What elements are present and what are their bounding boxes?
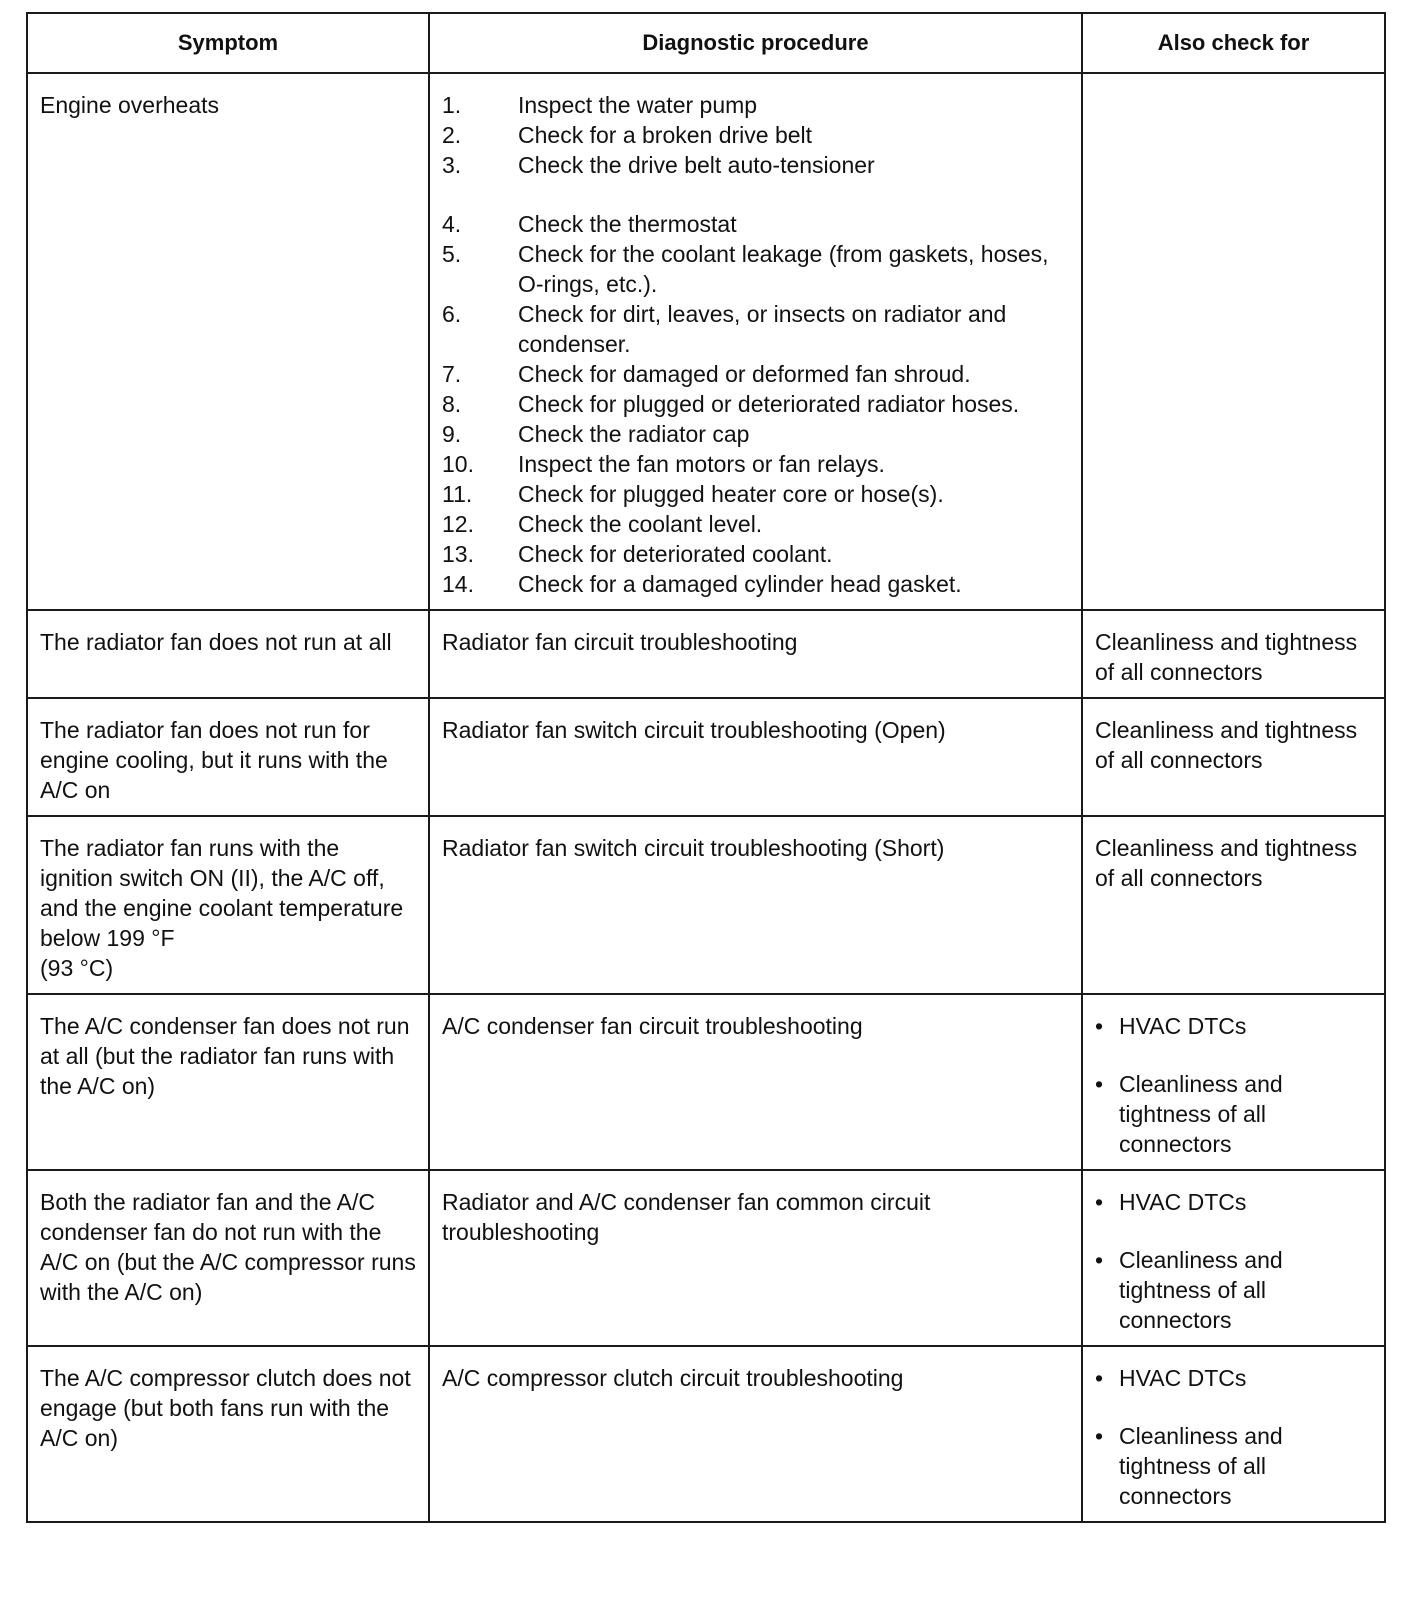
also-check-cell: Cleanliness and tightness of all connectors	[1082, 610, 1385, 698]
also-check-cell	[1082, 994, 1385, 1170]
list-item: 10. Inspect the fan motors or fan relays.	[442, 451, 885, 477]
table-header-row	[27, 13, 1385, 73]
list-item: 3. Check the drive belt auto-tensioner	[442, 152, 875, 178]
also-check-list	[1095, 1363, 1374, 1511]
table-row	[27, 994, 1385, 1170]
procedure-cell: A/C compressor clutch circuit troubleshooting	[429, 1346, 1082, 1522]
symptom-cell: The radiator fan does not run for engine cooling, but it runs with the A/C on	[27, 698, 429, 816]
header-diagnostic-procedure: Diagnostic procedure	[429, 13, 1082, 73]
also-check-cell: Cleanliness and tightness of all connectors	[1082, 816, 1385, 994]
bullet-icon: •	[1095, 1013, 1104, 1039]
table-row	[27, 1170, 1385, 1346]
list-item: • Cleanliness and tightness of all connectors	[1095, 1071, 1283, 1157]
header-symptom: Symptom	[27, 13, 429, 73]
list-item: 7. Check for damaged or deformed fan shroud.	[442, 361, 971, 387]
procedure-cell: Radiator and A/C condenser fan common circuit troubleshooting	[429, 1170, 1082, 1346]
also-check-list	[1095, 1187, 1374, 1335]
list-item: 5. Check for the coolant leakage (from gaskets, hoses, O-rings, etc.).	[442, 241, 1049, 297]
list-item: 4. Check the thermostat	[442, 211, 737, 237]
list-item: 12. Check the coolant level.	[442, 511, 763, 537]
also-check-list	[1095, 1011, 1374, 1159]
also-check-cell	[1082, 1170, 1385, 1346]
symptom-cell: The A/C compressor clutch does not engage (but both fans run with the A/C on)	[27, 1346, 429, 1522]
list-item: 9. Check the radiator cap	[442, 421, 750, 447]
also-check-cell	[1082, 73, 1385, 610]
table-row	[27, 1346, 1385, 1522]
also-check-cell: Cleanliness and tightness of all connectors	[1082, 698, 1385, 816]
bullet-icon: •	[1095, 1189, 1104, 1215]
list-item: • Cleanliness and tightness of all connectors	[1095, 1423, 1283, 1509]
procedure-steps-list	[442, 90, 1069, 599]
symptom-cell: Both the radiator fan and the A/C condenser fan do not run with the A/C on (but the A/C compressor runs with the A/C on)	[27, 1170, 429, 1346]
bullet-icon: •	[1095, 1423, 1104, 1449]
symptom-cell: Engine overheats	[27, 73, 429, 610]
symptom-cell: The radiator fan runs with the ignition switch ON (II), the A/C off, and the engine coolant temperature below 199 °F (93 °C)	[27, 816, 429, 994]
list-item: 14. Check for a damaged cylinder head gasket.	[442, 571, 962, 597]
list-item: 8. Check for plugged or deteriorated radiator hoses.	[442, 391, 1020, 417]
header-also-check-for: Also check for	[1082, 13, 1385, 73]
bullet-icon: •	[1095, 1365, 1104, 1391]
also-check-cell	[1082, 1346, 1385, 1522]
list-item: • HVAC DTCs	[1095, 1013, 1247, 1039]
symptom-cell: The A/C condenser fan does not run at all (but the radiator fan runs with the A/C on)	[27, 994, 429, 1170]
table-row	[27, 73, 1385, 610]
table-row	[27, 816, 1385, 994]
table-row	[27, 610, 1385, 698]
symptom-cell: The radiator fan does not run at all	[27, 610, 429, 698]
procedure-cell: A/C condenser fan circuit troubleshooting	[429, 994, 1082, 1170]
bullet-icon: •	[1095, 1247, 1104, 1273]
list-item: 13. Check for deteriorated coolant.	[442, 541, 833, 567]
table-row	[27, 698, 1385, 816]
diagnostic-table	[26, 12, 1386, 1523]
list-item: • HVAC DTCs	[1095, 1189, 1247, 1215]
list-item: 2. Check for a broken drive belt	[442, 122, 813, 148]
list-item: 1. Inspect the water pump	[442, 92, 758, 118]
procedure-cell: Radiator fan switch circuit troubleshooting (Open)	[429, 698, 1082, 816]
procedure-cell: Radiator fan circuit troubleshooting	[429, 610, 1082, 698]
list-item: 11. Check for plugged heater core or hose(s).	[442, 481, 944, 507]
list-item: • Cleanliness and tightness of all connectors	[1095, 1247, 1283, 1333]
list-item: 6. Check for dirt, leaves, or insects on radiator and condenser.	[442, 301, 1007, 357]
list-item: • HVAC DTCs	[1095, 1365, 1247, 1391]
procedure-cell	[429, 73, 1082, 610]
bullet-icon: •	[1095, 1071, 1104, 1097]
procedure-cell: Radiator fan switch circuit troubleshooting (Short)	[429, 816, 1082, 994]
